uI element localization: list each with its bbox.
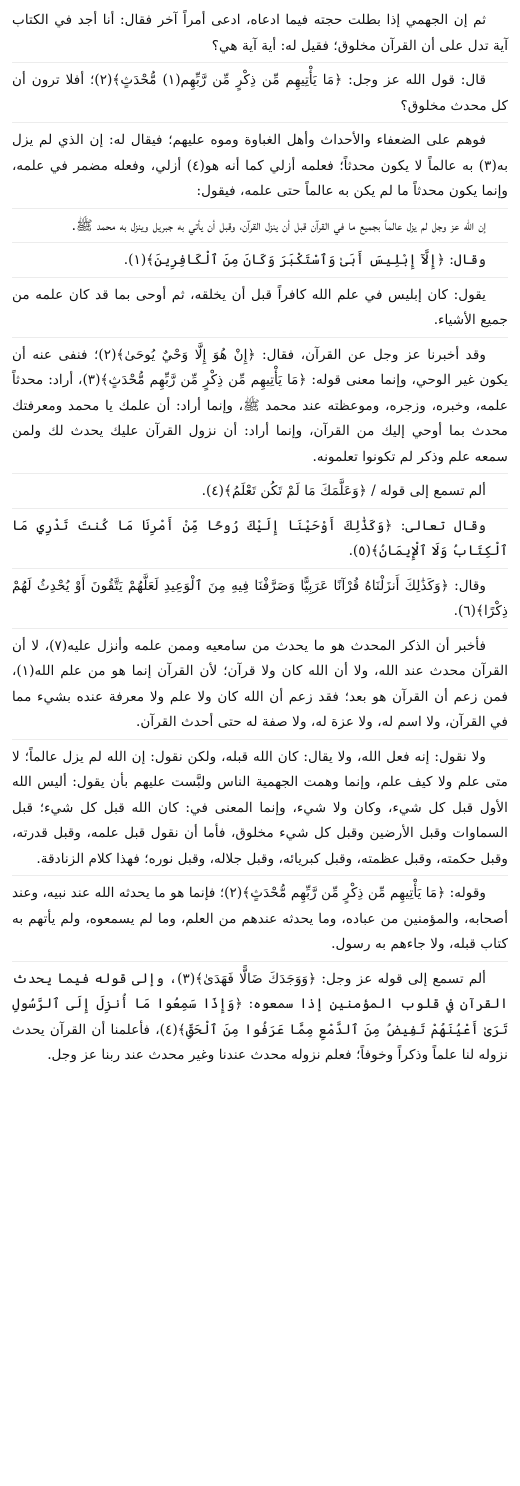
paragraph-4: إن الله عز وجل لم يزل عالماً بجميع ما في القرآن قبل أن ينزل القرآن، وقبل أن يأتي به جبريل وينزل به محمد ﷺ. <box>12 214 508 244</box>
paragraph-9: وقال تعالى: ﴿وَكَذَٰلِكَ أَوْحَيْنَا إِلَيْكَ رُوحًا مِّنْ أَمْرِنَا مَا كُنتَ تَدْرِي مَا ٱلْكِتَابُ وَلَا ٱلْإِيمَانُ﴾(٥). <box>12 514 508 569</box>
paragraph-5: وقال: ﴿إِلَّآ إِبْلِيسَ أَبَىٰ وَٱسْتَكْبَرَ وَكَانَ مِنَ ٱلْكَافِرِينَ﴾(١). <box>12 248 508 278</box>
paragraph-6: يقول: كان إبليس في علم الله كافراً قبل أن يخلقه، ثم أوحى بما قد كان علمه من جميع الأشياء. <box>12 283 508 338</box>
paragraph-3: فوهم على الضعفاء والأحداث وأهل الغباوة وموه عليهم؛ فيقال له: إن الذي لم يزل به(٣) به عالماً لا يكون محدثاً؛ فعلمه أزلي كما أنه هو(٤) أزلي، وفعله مضمر في علمه، وإنما يكون محدثاً ما لم يكن به عالماً حتى علمه، فيقول: <box>12 128 508 209</box>
paragraph-12: ولا نقول: إنه فعل الله، ولا يقال: كان الله قبله، ولكن نقول: إن الله لم يزل عالماً؛ لا متى علم ولا كيف علم، وإنما وهمت الجهمية الناس ولبَّست عليهم بأن يقول: أليس الله الأول قبل كل شيء، وكان ولا شيء، وإنما المعنى في: كان الله قبل كل شيء؛ قبل السماوات وقبل الأرضين وقبل كل شيء مخلوق، فأما أن نقول قبل علمه، وقبل قدرته، وقبل حكمته، وقبل عظمته، وقبل كبريائه، وقبل جلاله، وقبل نوره؛ فهذا كلام الزنادقة. <box>12 745 508 877</box>
paragraph-13: وقوله: ﴿مَا يَأْتِيهِم مِّن ذِكْرٍ مِّن رَّبِّهِم مُّحْدَثٍ﴾(٢)؛ فإنما هو ما يحدثه الله عند نبيه، وعند أصحابه، والمؤمنين من عباده، وما يحدثه عندهم من العلم، وما لم يسمعوه، ولم يأتهم به كتاب قبله، ولا جاءهم به رسول. <box>12 881 508 962</box>
paragraph-10: وقال: ﴿وَكَذَٰلِكَ أَنزَلْنَاهُ قُرْآنًا عَرَبِيًّا وَصَرَّفْنَا فِيهِ مِنَ ٱلْوَعِيدِ لَعَلَّهُمْ يَتَّقُونَ أَوْ يُحْدِثُ لَهُمْ ذِكْرًا﴾(٦). <box>12 574 508 629</box>
paragraph-2: قال: قول الله عز وجل: ﴿مَا يَأْتِيهِم مِّن ذِكْرٍ مِّن رَّبِّهِم(١) مُّحْدَثٍ﴾(٢)؛ أفلا ترون أن كل محدث مخلوق؟ <box>12 68 508 123</box>
paragraph-14: ألم تسمع إلى قوله عز وجل: ﴿وَوَجَدَكَ ضَالًّا فَهَدَىٰ﴾(٣)، وإلى قوله فيما يحدث القرآن في قلوب المؤمنين إذا سمعوه: ﴿وَإِذَا سَمِعُوا مَا أُنزِلَ إِلَى ٱلرَّسُولِ تَرَىٰ أَعْيُنَهُمْ تَفِيضُ مِنَ ٱلدَّمْعِ مِمَّا عَرَفُوا مِنَ ٱلْحَقِّ﴾(٤)، فأعلمنا أن القرآن يحدث نزوله لنا علماً وذكراً وخوفاً؛ فعلم نزوله محدث عندنا وغير محدث عند ربنا عز وجل. <box>12 970 508 1063</box>
paragraph-1: ثم إن الجهمي إذا بطلت حجته فيما ادعاه، ادعى أمراً آخر فقال: أنا أجد في الكتاب آية تدل على أن القرآن مخلوق؛ فقيل له: أية آية هي؟ <box>12 8 508 63</box>
paragraph-7: وقد أخبرنا عز وجل عن القرآن، فقال: ﴿إِنْ هُوَ إِلَّا وَحْيٌ يُوحَىٰ﴾(٢)؛ فنفى عنه أن يكون غير الوحي، وإنما معنى قوله: ﴿مَا يَأْتِيهِم مِّن ذِكْرٍ مِّن رَّبِّهِم مُّحْدَثٍ﴾(٣)، أراد: محدثاً علمه، وخبره، وزجره، وموعظته عند محمد ﷺ، وإنما أراد: أن علمك يا محمد ومعرفتك محدث بما أوحي إليك من القرآن، وإنما أراد: أن نزول القرآن عليك يحدث لك ولمن سمعه علم وذكر لم تكونوا تعلمونه. <box>12 343 508 475</box>
paragraph-8: ألم تسمع إلى قوله / ﴿وَعَلَّمَكَ مَا لَمْ تَكُن تَعْلَمُ﴾(٤). <box>12 479 508 509</box>
paragraph-11: فأخبر أن الذكر المحدث هو ما يحدث من سامعيه وممن علمه وأنزل عليه(٧)، لا أن القرآن محدث عند الله، ولا أن الله كان ولا قرآن؛ لأن القرآن إنما هو من علم الله(١)، فمن زعم أن القرآن هو بعد؛ فقد زعم أن الله كان ولا علم ولا معرفة عنده بشيء مما في القرآن، ولا اسم له، ولا عزة له، ولا صفة له حتى أحدث القرآن. <box>12 634 508 740</box>
